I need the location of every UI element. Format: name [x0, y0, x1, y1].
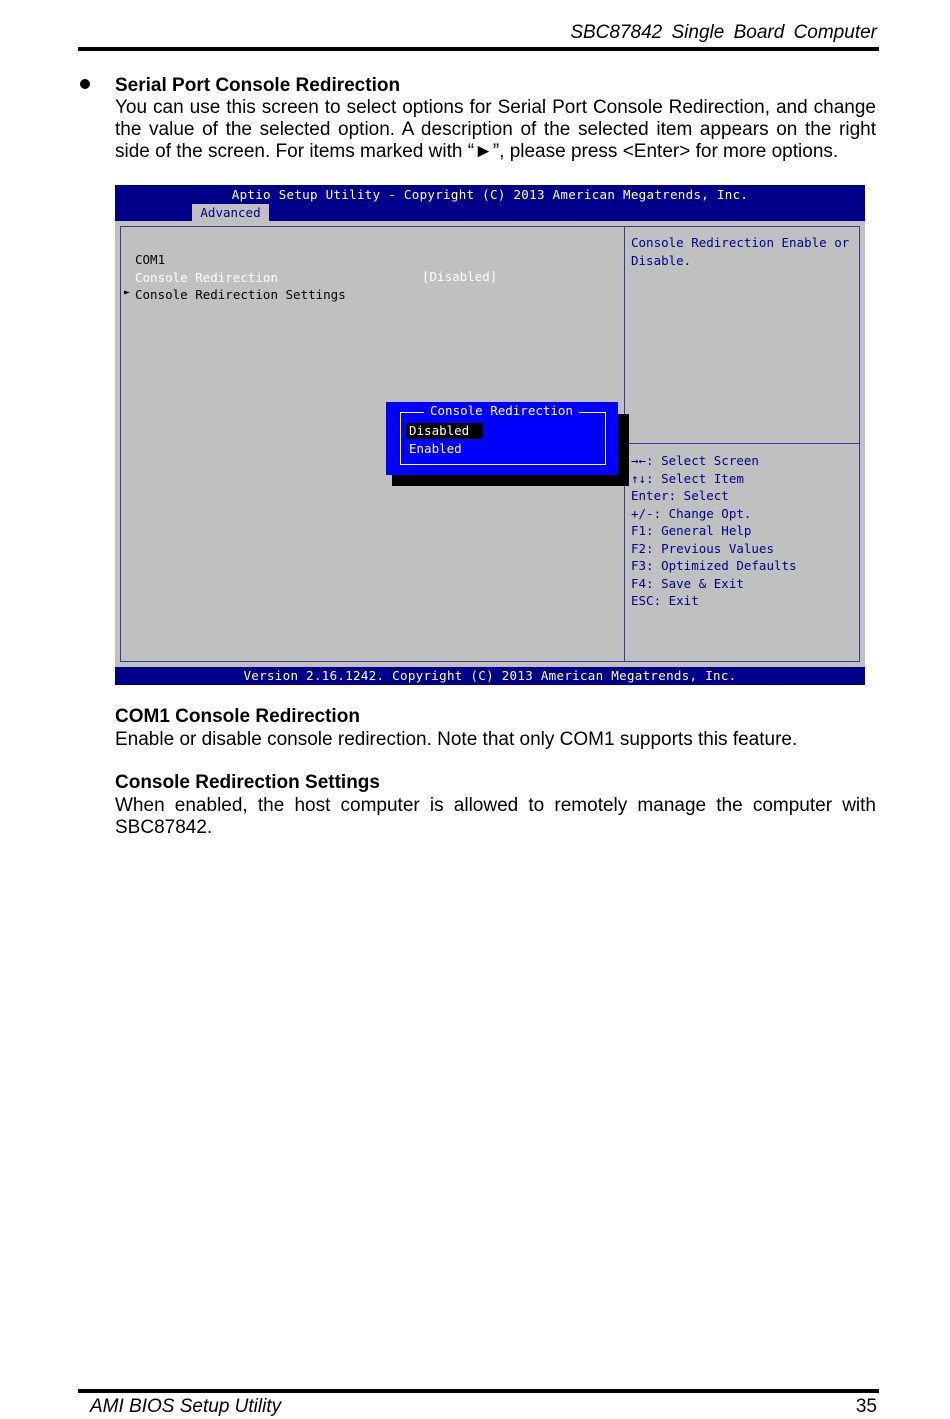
submenu-arrow-icon: ►	[124, 287, 131, 298]
com1-label: COM1	[135, 252, 166, 267]
section-title: Serial Port Console Redirection	[115, 75, 401, 96]
console-redirection-popup	[386, 402, 618, 475]
page-number: 35	[855, 1396, 877, 1417]
section-intro: You can use this screen to select options for Serial Port Console Redirection, and change the value of the selected option. A description of the selected item appears on the right side of the screen. For items marked with “►”, please press <Enter> for more options.	[115, 97, 876, 162]
key-select-screen: →←: Select Screen	[631, 453, 759, 468]
key-f4: F4: Save & Exit	[631, 575, 744, 591]
header-rule	[78, 47, 879, 51]
settings-section-text: When enabled, the host computer is allowed to remotely manage the computer with SBC87842.	[115, 795, 876, 838]
bios-title: Aptio Setup Utility - Copyright (C) 2013 American Megatrends, Inc.	[231, 187, 749, 202]
footer-rule	[78, 1389, 879, 1393]
com1-section-title: COM1 Console Redirection	[115, 706, 360, 727]
console-redirection-settings-item[interactable]: Console Redirection Settings	[135, 287, 346, 302]
bios-horizontal-divider	[625, 443, 859, 444]
popup-option-disabled[interactable]: Disabled	[406, 423, 483, 439]
key-f2: F2: Previous Values	[631, 540, 774, 556]
running-header: SBC87842 Single Board Computer	[570, 22, 877, 43]
key-enter: Enter: Select	[631, 488, 729, 503]
key-change-opt: +/-: Change Opt.	[631, 505, 752, 521]
bios-version-bar: Version 2.16.1242. Copyright (C) 2013 American Megatrends, Inc.	[115, 667, 865, 685]
bios-key-legend	[631, 452, 856, 610]
tab-advanced[interactable]: Advanced	[192, 204, 269, 221]
key-f3: F3: Optimized Defaults	[631, 558, 797, 573]
key-f1: F1: General Help	[631, 523, 752, 538]
popup-title: Console Redirection	[424, 403, 579, 418]
com1-section-text: Enable or disable console redirection. Note that only COM1 supports this feature.	[115, 729, 798, 750]
bios-help-text: Console Redirection Enable or Disable.	[631, 235, 850, 268]
popup-option-enabled[interactable]: Enabled	[409, 441, 462, 456]
footer-title: AMI BIOS Setup Utility	[90, 1396, 282, 1417]
bullet-icon	[80, 79, 90, 89]
bios-title-bar	[115, 185, 865, 221]
key-esc: ESC: Exit	[631, 593, 699, 608]
bios-screenshot	[115, 185, 865, 685]
console-redirection-value[interactable]: [Disabled]	[422, 269, 498, 284]
key-select-item: ↑↓: Select Item	[631, 470, 744, 486]
console-redirection-item[interactable]: Console Redirection	[135, 270, 278, 285]
settings-section-title: Console Redirection Settings	[115, 772, 380, 793]
